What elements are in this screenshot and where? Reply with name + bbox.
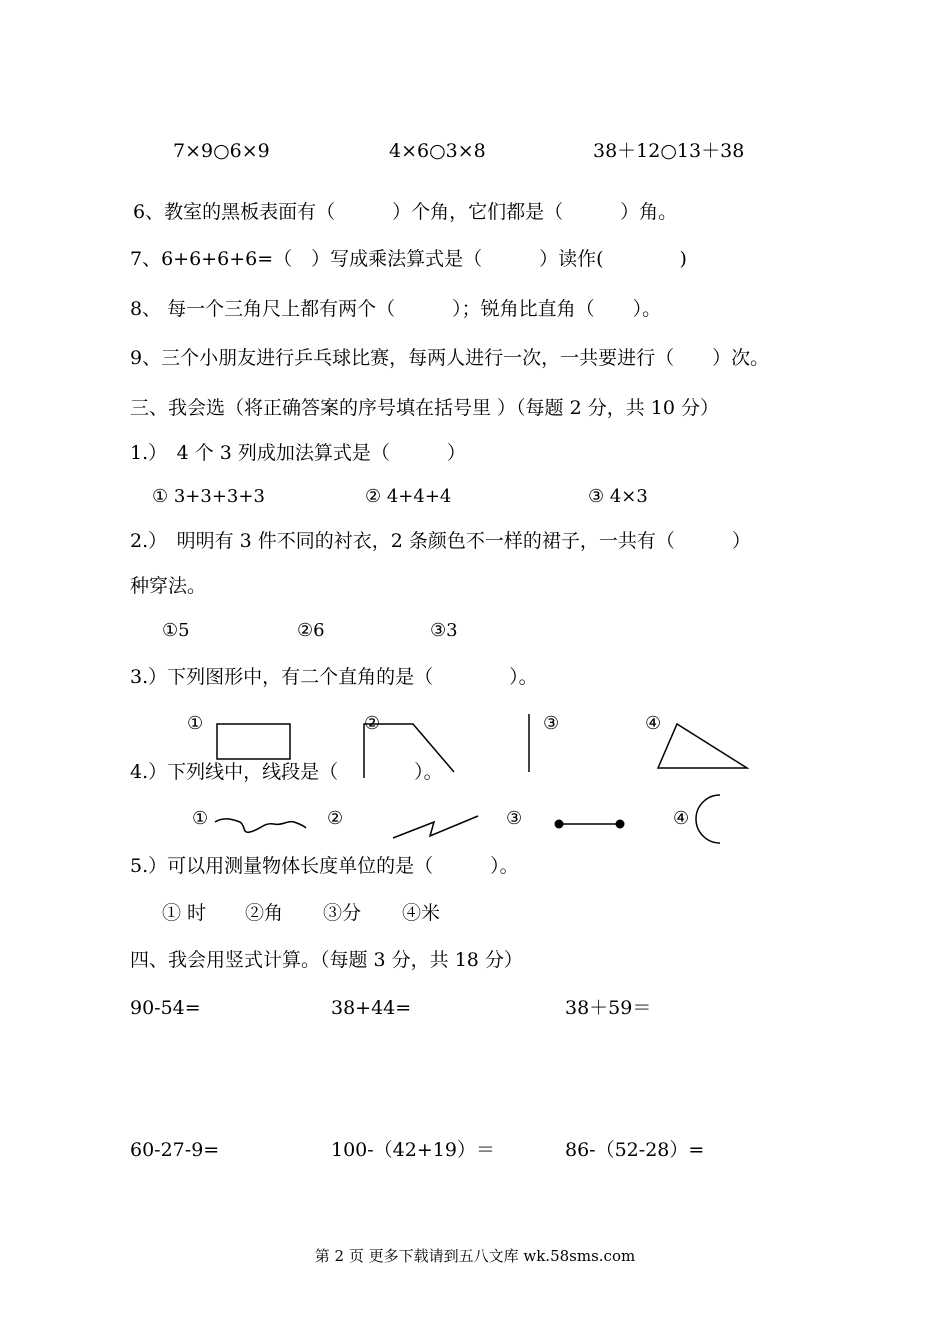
line-segment-figure	[552, 816, 628, 832]
q3-label-3: ③	[543, 713, 560, 734]
q4-label-1: ①	[192, 808, 209, 829]
choice-q2-stem: 2.） 明明有 3 件不同的衬衣，2 条颜色不一样的裙子，一共有（ ）	[130, 530, 751, 552]
choice-q5-option-2: ②角	[245, 902, 284, 924]
choice-q2-option-1: ①5	[162, 620, 190, 641]
q3-label-2: ②	[364, 713, 381, 734]
arc-figure	[694, 792, 724, 846]
calc-5: 100-（42+19）＝	[331, 1139, 495, 1161]
calc-6: 86-（52-28）=	[565, 1139, 705, 1161]
choice-q1-option-2: ② 4+4+4	[365, 486, 452, 507]
choice-q5-option-4: ④米	[402, 902, 441, 924]
compare-b: 4×6○3×8	[389, 140, 486, 162]
question-8: 8、 每一个三角尺上都有两个（ ）；锐角比直角（ ）。	[130, 298, 662, 320]
zigzag-line-figure	[390, 810, 482, 842]
question-9: 9、三个小朋友进行乒乓球比赛，每两人进行一次，一共要进行（ ）次。	[130, 347, 770, 369]
q4-label-3: ③	[506, 808, 523, 829]
calc-2: 38+44=	[331, 997, 412, 1019]
choice-q3-stem: 3.）下列图形中，有二个直角的是（ ）。	[130, 666, 538, 688]
choice-q1-option-1: ① 3+3+3+3	[152, 486, 265, 507]
choice-q2-option-3: ③3	[430, 620, 458, 641]
choice-q1-option-3: ③ 4×3	[588, 486, 648, 507]
choice-q5-option-3: ③分	[323, 902, 362, 924]
section-3-title: 三、我会选（将正确答案的序号填在括号里 ）（每题 2 分，共 10 分）	[130, 397, 719, 419]
choice-q2-option-2: ②6	[297, 620, 325, 641]
vertical-line-figure	[524, 712, 534, 774]
choice-q2-stem-continued: 种穿法。	[130, 575, 207, 597]
question-7: 7、6+6+6+6=（ ）写成乘法算式是（ ）读作( )	[130, 248, 687, 270]
choice-q5-option-1: ① 时	[162, 902, 207, 924]
choice-q5-stem: 5.）可以用测量物体长度单位的是（ ）。	[130, 855, 519, 877]
section-4-title: 四、我会用竖式计算。（每题 3 分，共 18 分）	[130, 949, 523, 971]
triangle-figure	[655, 720, 751, 772]
compare-c: 38＋12○13＋38	[593, 140, 745, 162]
calc-1: 90-54=	[130, 997, 201, 1019]
calc-3: 38＋59＝	[565, 997, 652, 1019]
q3-label-1: ①	[187, 713, 204, 734]
rectangle-figure	[214, 722, 294, 762]
q3-label-4: ④	[645, 713, 662, 734]
q4-label-4: ④	[673, 808, 690, 829]
wavy-curve-figure	[212, 810, 308, 840]
calc-4: 60-27-9=	[130, 1139, 220, 1161]
choice-q1-stem: 1.） 4 个 3 列成加法算式是（ ）	[130, 442, 466, 464]
q4-label-2: ②	[327, 808, 344, 829]
choice-q4-stem: 4.）下列线中，线段是（ ）。	[130, 761, 443, 783]
compare-a: 7×9○6×9	[173, 140, 270, 162]
question-6: 6、教室的黑板表面有（ ）个角，它们都是（ ）角。	[133, 201, 678, 223]
page-footer: 第 2 页 更多下载请到五八文库 wk.58sms.com	[314, 1247, 636, 1265]
